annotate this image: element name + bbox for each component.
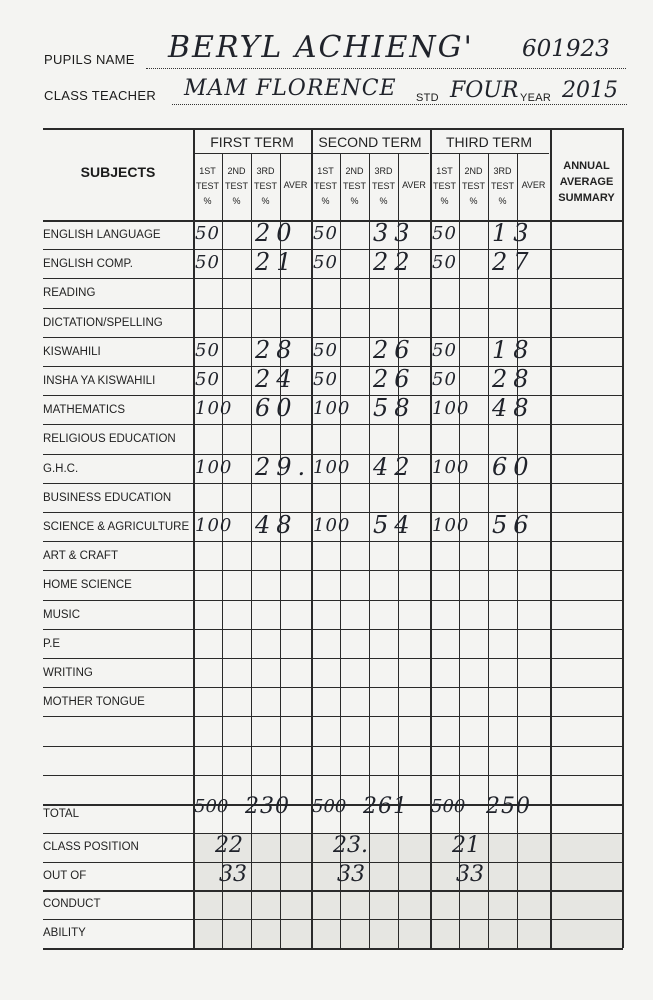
mark-row-2-term-3-score: 27	[492, 248, 535, 277]
year-value: 2015	[562, 78, 618, 103]
subject-row-line-7	[43, 424, 623, 425]
mark-row-6-term-2-out-of: 50	[313, 369, 338, 390]
mark-row-11-term-2-out-of: 100	[313, 515, 351, 536]
table-top-border	[43, 128, 623, 130]
subject-label-2: ENGLISH COMP.	[43, 258, 133, 271]
mark-row-11-term-3-out-of: 100	[432, 515, 470, 536]
term-3-col-1-header: 1ST TEST %	[432, 166, 456, 206]
subject-label-12: ART & CRAFT	[43, 550, 118, 563]
major-divider-1	[193, 128, 195, 948]
total-term-1-score: 230	[245, 794, 290, 819]
term-header-1: FIRST TERM	[210, 134, 294, 150]
total-term-2-score: 261	[363, 794, 408, 819]
subject-row-line-14	[43, 629, 623, 630]
subject-row-line-16	[43, 687, 623, 688]
term-1-col-4-header: AVER	[283, 180, 308, 190]
subject-row-line-6	[43, 395, 623, 396]
total-term-3-score: 250	[486, 794, 531, 819]
term-3-col-4-header: AVER	[521, 180, 546, 190]
subject-label-5: KISWAHILI	[43, 345, 101, 358]
class-position-term-1: 22	[215, 832, 243, 858]
footer-label-conduct: CONDUCT	[43, 898, 101, 911]
subject-label-11: SCIENCE & AGRICULTURE	[43, 521, 190, 533]
term-header-underline-1	[193, 153, 311, 154]
term-2-col-3-divider	[369, 153, 370, 948]
subject-label-6: INSHA YA KISWAHILI	[43, 375, 156, 387]
subject-label-4: DICTATION/SPELLING	[43, 316, 163, 329]
mark-row-7-term-1-score: 60	[255, 394, 298, 423]
mark-row-9-term-2-out-of: 100	[313, 456, 351, 478]
std-label: STD	[416, 92, 439, 104]
mark-row-9-term-1-score: 29.	[255, 452, 312, 481]
subject-label-16: WRITING	[43, 667, 93, 679]
mark-row-11-term-1-out-of: 100	[195, 515, 233, 536]
term-header-underline-3	[430, 153, 549, 154]
subject-row-line-9	[43, 483, 623, 484]
mark-row-5-term-1-score: 28	[255, 335, 298, 364]
class-teacher-dotted-line	[172, 104, 627, 105]
subject-label-17: MOTHER TONGUE	[43, 696, 145, 709]
mark-row-7-term-3-score: 48	[492, 394, 535, 423]
term-2-col-2-divider	[340, 153, 341, 948]
footer-label-total: TOTAL	[43, 808, 79, 820]
term-2-col-3-header: 3RD TEST %	[371, 166, 395, 206]
subject-row-line-18	[43, 746, 623, 747]
footer-row-line-4	[43, 890, 623, 891]
mark-row-6-term-1-score: 24	[255, 365, 298, 393]
mark-row-11-term-3-score: 56	[492, 511, 535, 539]
mark-row-1-term-3-out-of: 50	[432, 223, 457, 244]
mark-row-9-term-2-score: 42	[373, 452, 416, 481]
subject-label-13: HOME SCIENCE	[43, 579, 132, 592]
subject-row-line-10	[43, 512, 623, 513]
class-position-term-3: 21	[452, 832, 480, 858]
term-1-col-3-header: 3RD TEST %	[253, 166, 277, 206]
mark-row-1-term-2-score: 33	[373, 219, 416, 247]
subject-row-line-13	[43, 600, 623, 601]
subject-row-line-17	[43, 716, 623, 717]
mark-row-7-term-2-out-of: 100	[313, 398, 351, 420]
class-position-term-2: 23.	[333, 832, 368, 858]
major-divider-4	[550, 128, 552, 948]
subject-row-line-4	[43, 337, 623, 338]
footer-label-class-position: CLASS POSITION	[43, 840, 139, 853]
mark-row-9-term-3-out-of: 100	[432, 456, 470, 478]
footer-label-out-of: OUT OF	[43, 869, 87, 882]
total-term-1-out-of: 500	[194, 796, 229, 817]
term-3-col-2-header: 2ND TEST %	[461, 166, 485, 206]
mark-row-2-term-1-score: 21	[255, 248, 298, 277]
mark-row-5-term-3-out-of: 50	[432, 339, 457, 361]
term-1-col-1-header: 1ST TEST %	[195, 166, 219, 206]
mark-row-5-term-2-score: 26	[373, 335, 416, 364]
subject-row-line-2	[43, 278, 623, 279]
mark-row-1-term-1-score: 20	[255, 219, 298, 247]
mark-row-1-term-2-out-of: 50	[313, 223, 338, 244]
annual-average-summary-header: ANNUAL AVERAGE SUMMARY	[558, 160, 615, 204]
pupil-name-dotted-line	[146, 68, 626, 69]
term-header-2: SECOND TERM	[318, 134, 422, 150]
header-bottom-border	[43, 220, 623, 222]
major-divider-2	[311, 128, 313, 948]
major-divider-3	[430, 128, 432, 948]
mark-row-1-term-3-score: 13	[492, 219, 535, 247]
mark-row-7-term-1-out-of: 100	[195, 398, 233, 420]
term-2-col-1-header: 1ST TEST %	[313, 166, 337, 206]
class-teacher-label: CLASS TEACHER	[44, 88, 157, 103]
term-1-col-2-divider	[222, 153, 223, 948]
subject-label-9: G.H.C.	[43, 462, 79, 475]
term-3-col-3-header: 3RD TEST %	[490, 166, 514, 206]
mark-row-5-term-2-out-of: 50	[313, 339, 338, 361]
subject-row-line-12	[43, 570, 623, 571]
term-2-col-4-header: AVER	[402, 180, 426, 190]
pupil-number-value: 601923	[522, 36, 610, 62]
pupil-name-value: BERYL ACHIENG'	[168, 30, 474, 65]
mark-row-2-term-2-score: 22	[373, 248, 416, 277]
mark-row-6-term-2-score: 26	[373, 365, 416, 393]
mark-row-6-term-1-out-of: 50	[195, 369, 220, 390]
mark-row-5-term-1-out-of: 50	[195, 339, 220, 361]
mark-row-5-term-3-score: 18	[492, 335, 535, 364]
footer-row-line-3	[43, 862, 623, 863]
subject-label-15: P.E	[43, 637, 61, 650]
subject-row-line-3	[43, 308, 623, 309]
total-term-3-out-of: 500	[431, 796, 466, 817]
mark-row-2-term-2-out-of: 50	[313, 252, 338, 274]
subject-row-line-5	[43, 366, 623, 367]
class-teacher-value: MAM FLORENCE	[184, 76, 397, 101]
mark-row-11-term-2-score: 54	[373, 511, 416, 539]
term-1-col-3-divider	[251, 153, 252, 948]
subject-label-1: ENGLISH LANGUAGE	[43, 229, 161, 241]
mark-row-1-term-1-out-of: 50	[195, 223, 220, 244]
report-table	[43, 128, 623, 958]
mark-row-7-term-2-score: 58	[373, 394, 416, 423]
total-term-2-out-of: 500	[312, 796, 347, 817]
subject-label-8: RELIGIOUS EDUCATION	[43, 433, 176, 446]
subject-label-3: READING	[43, 287, 96, 300]
term-3-col-2-divider	[459, 153, 460, 948]
pupil-name-label: PUPILS NAME	[44, 52, 135, 67]
subject-row-line-15	[43, 658, 623, 659]
mark-row-9-term-1-out-of: 100	[195, 456, 233, 478]
out-of-term-2: 33	[337, 861, 365, 887]
term-header-underline-2	[311, 153, 429, 154]
mark-row-2-term-1-out-of: 50	[195, 252, 220, 274]
subject-label-14: MUSIC	[43, 608, 81, 621]
mark-row-7-term-3-out-of: 100	[432, 398, 470, 420]
subject-row-line-8	[43, 454, 623, 455]
footer-label-ability: ABILITY	[43, 927, 86, 940]
mark-row-6-term-3-score: 28	[492, 365, 535, 393]
table-bottom-border	[43, 948, 623, 950]
table-right-border	[622, 128, 624, 948]
subject-label-7: MATHEMATICS	[43, 404, 125, 417]
term-1-col-2-header: 2ND TEST %	[224, 166, 248, 206]
subject-row-line-1	[43, 249, 623, 250]
mark-row-11-term-1-score: 48	[255, 511, 298, 539]
subject-label-10: BUSINESS EDUCATION	[43, 491, 172, 504]
subject-row-line-11	[43, 541, 623, 542]
out-of-term-3: 33	[456, 861, 484, 887]
year-label: YEAR	[520, 92, 552, 104]
mark-row-2-term-3-out-of: 50	[432, 252, 457, 274]
out-of-term-1: 33	[219, 861, 247, 887]
mark-row-9-term-3-score: 60	[492, 452, 535, 481]
footer-row-line-5	[43, 919, 623, 920]
mark-row-6-term-3-out-of: 50	[432, 369, 457, 390]
subject-row-line-19	[43, 775, 623, 776]
std-value: FOUR	[450, 78, 519, 103]
term-header-3: THIRD TERM	[445, 134, 533, 150]
term-3-col-3-divider	[488, 153, 489, 948]
subjects-header: SUBJECTS	[80, 164, 156, 180]
term-2-col-2-header: 2ND TEST %	[342, 166, 366, 206]
